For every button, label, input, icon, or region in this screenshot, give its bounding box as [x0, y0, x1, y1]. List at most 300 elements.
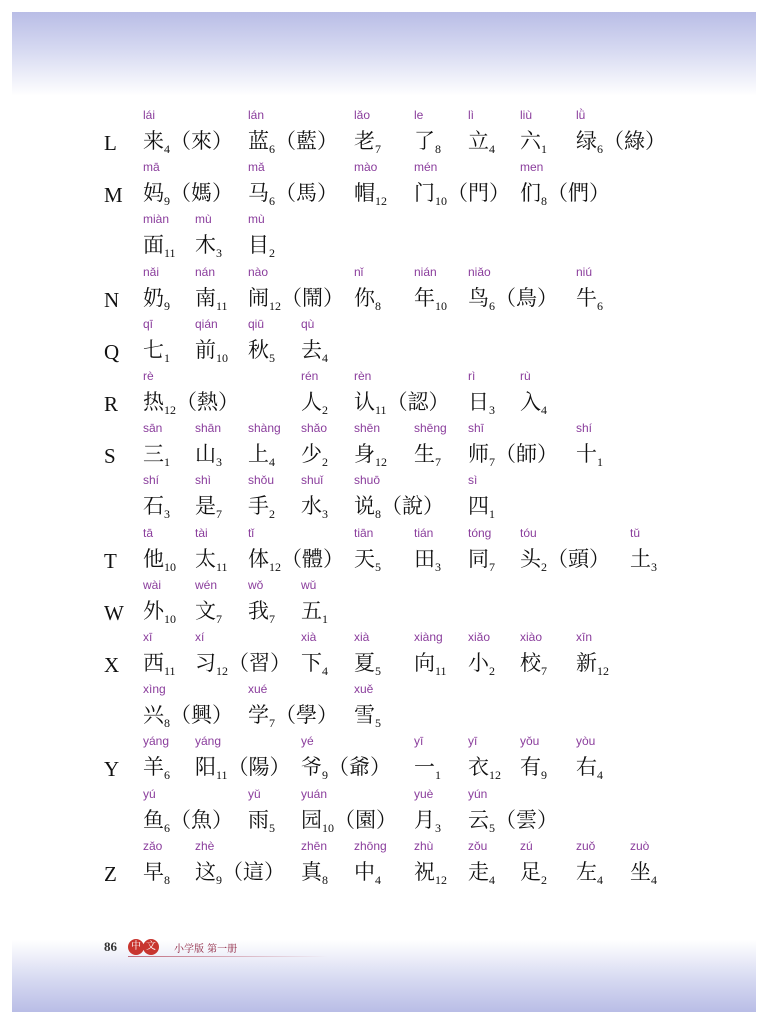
pinyin: rù — [520, 369, 531, 383]
hanzi — [520, 648, 547, 678]
pinyin: lán — [248, 108, 265, 122]
stroke-count: 6 — [489, 298, 495, 313]
simplified-char: 日 — [468, 390, 489, 414]
simplified-char: 去 — [301, 337, 322, 362]
stroke-count: 7 — [375, 142, 381, 156]
section-letter: S — [104, 444, 116, 469]
traditional-char: （認） — [386, 390, 450, 414]
simplified-char: 早 — [143, 859, 164, 884]
simplified-char: 蓝 — [248, 129, 269, 153]
hanzi — [195, 596, 222, 626]
hanzi — [414, 752, 441, 782]
pinyin: yī — [468, 734, 478, 749]
stroke-count: 5 — [489, 820, 495, 835]
traditional-char: （魚） — [170, 807, 233, 832]
footer-divider — [128, 956, 328, 957]
hanzi — [520, 178, 610, 208]
stroke-count: 12 — [597, 664, 609, 678]
hanzi — [576, 752, 603, 782]
stroke-count: 12 — [216, 664, 228, 678]
simplified-char: 坐 — [630, 859, 651, 884]
hanzi — [468, 126, 495, 156]
simplified-char: 十 — [576, 442, 597, 467]
traditional-char: （興） — [170, 703, 233, 728]
hanzi — [520, 752, 547, 782]
hanzi — [301, 439, 328, 469]
simplified-char: 有 — [520, 755, 541, 780]
stroke-count: 4 — [597, 872, 603, 887]
stroke-count: 8 — [435, 142, 441, 156]
simplified-char: 他 — [143, 546, 164, 571]
hanzi — [576, 648, 609, 678]
stroke-count: 9 — [164, 298, 170, 313]
simplified-char: 前 — [195, 337, 216, 362]
stroke-count: 10 — [435, 298, 447, 313]
hanzi — [354, 126, 381, 156]
section-letter: T — [104, 548, 117, 573]
hanzi — [248, 439, 275, 469]
hanzi — [143, 857, 170, 887]
simplified-char: 月 — [414, 807, 435, 832]
pinyin: tián — [414, 525, 434, 540]
stroke-count: 11 — [164, 664, 176, 678]
traditional-char: （體） — [281, 546, 344, 571]
section-letter: Q — [104, 339, 120, 364]
stroke-count: 8 — [541, 194, 547, 209]
stroke-count: 8 — [322, 872, 328, 887]
section-letter: M — [104, 183, 123, 208]
stroke-count: 11 — [375, 403, 387, 417]
hanzi — [143, 387, 239, 417]
stroke-count: 2 — [541, 559, 547, 574]
traditional-char: （園） — [334, 807, 397, 832]
stroke-count: 2 — [541, 872, 547, 887]
hanzi — [520, 857, 547, 887]
vocab-row — [0, 578, 768, 628]
pinyin: wǔ — [301, 577, 317, 592]
stroke-count: 8 — [164, 716, 170, 731]
simplified-char: 园 — [301, 807, 322, 832]
simplified-char: 是 — [195, 494, 216, 519]
pinyin: mǎ — [248, 160, 265, 175]
stroke-count: 7 — [435, 455, 441, 470]
simplified-char: 面 — [143, 233, 164, 258]
vocab-row — [0, 734, 768, 784]
pinyin: yú — [143, 786, 156, 801]
simplified-char: 走 — [468, 859, 489, 884]
stroke-count: 1 — [164, 350, 170, 365]
pinyin: shì — [195, 473, 212, 488]
hanzi — [143, 596, 176, 626]
hanzi — [414, 857, 447, 887]
hanzi — [143, 805, 233, 835]
pinyin: yuán — [301, 786, 328, 801]
stroke-count: 4 — [597, 768, 603, 783]
stroke-count: 6 — [164, 768, 170, 783]
hanzi — [248, 230, 275, 260]
simplified-char: 学 — [248, 703, 269, 728]
pinyin: nán — [195, 264, 216, 279]
pinyin: lǎo — [354, 108, 371, 122]
pinyin: miàn — [143, 212, 170, 227]
simplified-char: 头 — [520, 546, 541, 571]
vocab-row — [0, 473, 768, 523]
traditional-char: （門） — [447, 181, 510, 206]
stroke-count: 3 — [164, 507, 170, 522]
pinyin: tǔ — [630, 525, 641, 540]
traditional-char: （說） — [381, 494, 444, 519]
simplified-char: 身 — [354, 442, 375, 467]
simplified-char: 一 — [414, 755, 435, 780]
pinyin: xí — [195, 630, 205, 644]
hanzi — [248, 700, 338, 730]
pinyin: niǎo — [468, 264, 491, 279]
pinyin: qī — [143, 316, 154, 331]
hanzi — [195, 857, 285, 887]
traditional-char: （媽） — [170, 181, 233, 206]
simplified-char: 西 — [143, 651, 164, 675]
pinyin: xiàng — [414, 630, 443, 644]
pinyin: shí — [143, 473, 160, 488]
pinyin: xiǎo — [468, 630, 491, 644]
stroke-count: 1 — [489, 507, 495, 522]
hanzi — [195, 544, 228, 574]
pinyin: zuò — [630, 838, 650, 853]
section-letter: Y — [104, 757, 120, 782]
hanzi — [301, 491, 328, 521]
simplified-char: 牛 — [576, 285, 597, 310]
simplified-char: 土 — [630, 546, 651, 571]
pinyin: shuō — [354, 473, 381, 488]
stroke-count: 5 — [269, 350, 275, 365]
simplified-char: 羊 — [143, 755, 164, 780]
traditional-char: （來） — [170, 129, 233, 153]
stroke-count: 4 — [322, 664, 328, 678]
hanzi — [468, 805, 558, 835]
simplified-char: 了 — [414, 129, 435, 153]
section-letter: L — [104, 131, 117, 155]
stroke-count: 3 — [216, 246, 222, 261]
stroke-count: 12 — [269, 559, 281, 574]
traditional-char: （綠） — [603, 129, 666, 153]
simplified-char: 新 — [576, 651, 597, 675]
pinyin: shī — [468, 421, 485, 436]
hanzi — [195, 335, 228, 365]
hanzi — [354, 648, 381, 678]
stroke-count: 6 — [269, 194, 275, 209]
hanzi — [143, 491, 170, 521]
section-letter: W — [104, 600, 124, 625]
pinyin: tiān — [354, 525, 374, 540]
hanzi — [195, 439, 222, 469]
pinyin: zhù — [414, 838, 434, 853]
simplified-char: 云 — [468, 807, 489, 832]
simplified-char: 七 — [143, 337, 164, 362]
hanzi — [354, 857, 381, 887]
hanzi — [354, 283, 381, 313]
traditional-char: （鬧） — [281, 285, 344, 310]
hanzi — [468, 648, 495, 678]
pinyin: zhōng — [354, 838, 387, 853]
page-number: 86 — [104, 939, 117, 954]
pinyin: mén — [414, 160, 438, 175]
pinyin: xiào — [520, 630, 543, 644]
traditional-char: （師） — [495, 442, 558, 467]
simplified-char: 热 — [143, 390, 164, 414]
pinyin: nǎi — [143, 264, 160, 279]
hanzi — [143, 648, 176, 678]
hanzi — [414, 283, 447, 313]
simplified-char: 祝 — [414, 859, 435, 884]
stroke-count: 5 — [375, 664, 381, 678]
hanzi — [520, 126, 547, 156]
section-letter: R — [104, 392, 119, 416]
hanzi — [248, 544, 344, 574]
stroke-count: 9 — [322, 768, 328, 783]
pinyin: shǎo — [301, 421, 328, 436]
stroke-count: 12 — [375, 455, 387, 470]
stroke-count: 3 — [489, 403, 495, 417]
hanzi — [576, 439, 603, 469]
stroke-count: 2 — [489, 664, 495, 678]
stroke-count: 6 — [269, 142, 275, 156]
hanzi — [195, 752, 291, 782]
hanzi — [248, 596, 275, 626]
simplified-char: 太 — [195, 546, 216, 571]
pinyin: rèn — [354, 369, 372, 383]
pinyin: sān — [143, 421, 163, 436]
hanzi — [143, 439, 170, 469]
hanzi — [301, 387, 328, 417]
traditional-char: （雲） — [495, 807, 558, 832]
simplified-char: 木 — [195, 233, 216, 258]
stroke-count: 8 — [164, 872, 170, 887]
simplified-char: 向 — [414, 651, 435, 675]
traditional-char: （陽） — [227, 755, 291, 780]
hanzi — [248, 178, 338, 208]
pinyin: shí — [576, 421, 593, 436]
simplified-char: 秋 — [248, 337, 269, 362]
simplified-char: 上 — [248, 442, 269, 467]
vocab-row — [0, 317, 768, 367]
stroke-count: 5 — [375, 716, 381, 731]
hanzi — [414, 178, 510, 208]
simplified-char: 奶 — [143, 285, 164, 310]
stroke-count: 11 — [216, 298, 228, 313]
pinyin: qù — [301, 316, 315, 331]
simplified-char: 鱼 — [143, 807, 164, 832]
stroke-count: 7 — [216, 611, 222, 626]
simplified-char: 习 — [195, 651, 216, 675]
stroke-count: 9 — [164, 194, 170, 209]
stroke-count: 1 — [597, 455, 603, 470]
simplified-char: 们 — [520, 181, 541, 206]
stroke-count: 6 — [597, 298, 603, 313]
hanzi — [576, 857, 603, 887]
traditional-char: （習） — [228, 651, 291, 675]
section-letter: X — [104, 653, 120, 677]
hanzi — [414, 648, 447, 678]
pinyin: qiū — [248, 316, 265, 331]
pinyin: yǔ — [248, 786, 261, 801]
stroke-count: 11 — [435, 664, 447, 678]
simplified-char: 马 — [248, 181, 269, 206]
stroke-count: 12 — [489, 768, 501, 783]
simplified-char: 小 — [468, 651, 489, 675]
simplified-char: 生 — [414, 442, 435, 467]
stroke-count: 2 — [269, 507, 275, 522]
hanzi — [143, 283, 170, 313]
simplified-char: 南 — [195, 285, 216, 310]
simplified-char: 石 — [143, 494, 164, 519]
stroke-count: 3 — [435, 559, 441, 574]
stroke-count: 6 — [597, 142, 603, 156]
pinyin: shān — [195, 421, 222, 436]
stroke-count: 12 — [375, 194, 387, 209]
simplified-char: 绿 — [576, 129, 597, 153]
pinyin: liù — [520, 108, 533, 122]
stroke-count: 12 — [435, 872, 447, 887]
pinyin: wài — [143, 577, 162, 592]
hanzi — [354, 544, 381, 574]
hanzi — [248, 126, 338, 156]
pinyin: shuǐ — [301, 473, 324, 488]
simplified-char: 入 — [520, 390, 541, 414]
stroke-count: 1 — [541, 142, 547, 156]
simplified-char: 左 — [576, 859, 597, 884]
pinyin: xuě — [354, 682, 374, 697]
pinyin: tǐ — [248, 525, 254, 540]
stroke-count: 12 — [269, 298, 281, 313]
simplified-char: 夏 — [354, 651, 375, 675]
simplified-char: 目 — [248, 233, 269, 258]
simplified-char: 文 — [195, 598, 216, 623]
stroke-count: 12 — [164, 403, 176, 417]
stroke-count: 5 — [269, 820, 275, 835]
hanzi — [354, 439, 387, 469]
pinyin: shēn — [354, 421, 381, 436]
pinyin: zhēn — [301, 838, 328, 853]
simplified-char: 师 — [468, 442, 489, 467]
traditional-char: （爺） — [328, 755, 391, 780]
hanzi — [576, 126, 666, 156]
stroke-count: 11 — [164, 246, 176, 261]
hanzi — [520, 544, 610, 574]
vocab-row — [0, 212, 768, 262]
simplified-char: 水 — [301, 494, 322, 519]
hanzi — [301, 335, 328, 365]
stroke-count: 4 — [651, 872, 657, 887]
traditional-char: （馬） — [275, 181, 338, 206]
hanzi — [520, 387, 547, 417]
stroke-count: 3 — [322, 507, 328, 522]
simplified-char: 中 — [354, 859, 375, 884]
simplified-char: 外 — [143, 598, 164, 623]
pinyin: men — [520, 160, 544, 175]
pinyin: xià — [354, 630, 370, 644]
simplified-char: 说 — [354, 494, 375, 519]
traditional-char: （頭） — [547, 546, 610, 571]
pinyin: lái — [143, 108, 156, 122]
simplified-char: 老 — [354, 129, 375, 153]
hanzi — [195, 491, 222, 521]
stroke-count: 2 — [322, 403, 328, 417]
stroke-count: 7 — [269, 716, 275, 731]
stroke-count: 2 — [322, 455, 328, 470]
stroke-count: 4 — [541, 403, 547, 417]
pinyin: mào — [354, 160, 378, 175]
stroke-count: 10 — [164, 611, 176, 626]
stroke-count: 7 — [541, 664, 547, 678]
hanzi — [630, 544, 657, 574]
simplified-char: 人 — [301, 390, 322, 414]
simplified-char: 你 — [354, 285, 375, 310]
simplified-char: 帽 — [354, 181, 375, 206]
pinyin: rè — [143, 369, 154, 383]
pinyin: nào — [248, 264, 269, 279]
stroke-count: 3 — [651, 559, 657, 574]
hanzi — [468, 752, 501, 782]
pinyin: le — [414, 108, 424, 122]
hanzi — [414, 439, 441, 469]
simplified-char: 妈 — [143, 181, 164, 206]
pinyin: rì — [468, 369, 476, 383]
hanzi — [301, 648, 328, 678]
simplified-char: 雨 — [248, 807, 269, 832]
hanzi — [354, 491, 444, 521]
vocab-row — [0, 526, 768, 576]
stroke-count: 4 — [375, 872, 381, 887]
simplified-char: 阳 — [195, 755, 216, 780]
stroke-count: 11 — [216, 768, 228, 783]
traditional-char: （熱） — [176, 390, 239, 414]
vocab-row — [0, 369, 768, 419]
pinyin: yòu — [576, 734, 596, 749]
vocab-row — [0, 265, 768, 315]
pinyin: yǒu — [520, 734, 540, 749]
simplified-char: 五 — [301, 598, 322, 623]
simplified-char: 爷 — [301, 755, 322, 780]
hanzi — [248, 491, 275, 521]
vocab-row — [0, 630, 768, 680]
logo-char-zhong: 中 — [128, 939, 144, 955]
stroke-count: 9 — [216, 872, 222, 887]
stroke-count: 7 — [269, 611, 275, 626]
hanzi — [143, 126, 233, 156]
hanzi — [301, 752, 391, 782]
vocab-row — [0, 839, 768, 889]
stroke-count: 8 — [375, 298, 381, 313]
traditional-char: （這） — [222, 859, 285, 884]
pinyin: shàng — [248, 421, 281, 436]
simplified-char: 门 — [414, 181, 435, 206]
stroke-count: 4 — [269, 455, 275, 470]
stroke-count: 11 — [216, 559, 228, 574]
hanzi — [414, 805, 441, 835]
pinyin: niú — [576, 264, 593, 279]
simplified-char: 来 — [143, 129, 164, 153]
traditional-char: （學） — [275, 703, 338, 728]
pinyin: nǐ — [354, 264, 364, 279]
vocab-row — [0, 682, 768, 732]
hanzi — [143, 752, 170, 782]
pinyin: tóng — [468, 525, 492, 540]
stroke-count: 8 — [375, 507, 381, 522]
hanzi — [143, 700, 233, 730]
pinyin: mù — [248, 212, 265, 227]
hanzi — [143, 544, 176, 574]
vocab-row — [0, 160, 768, 210]
